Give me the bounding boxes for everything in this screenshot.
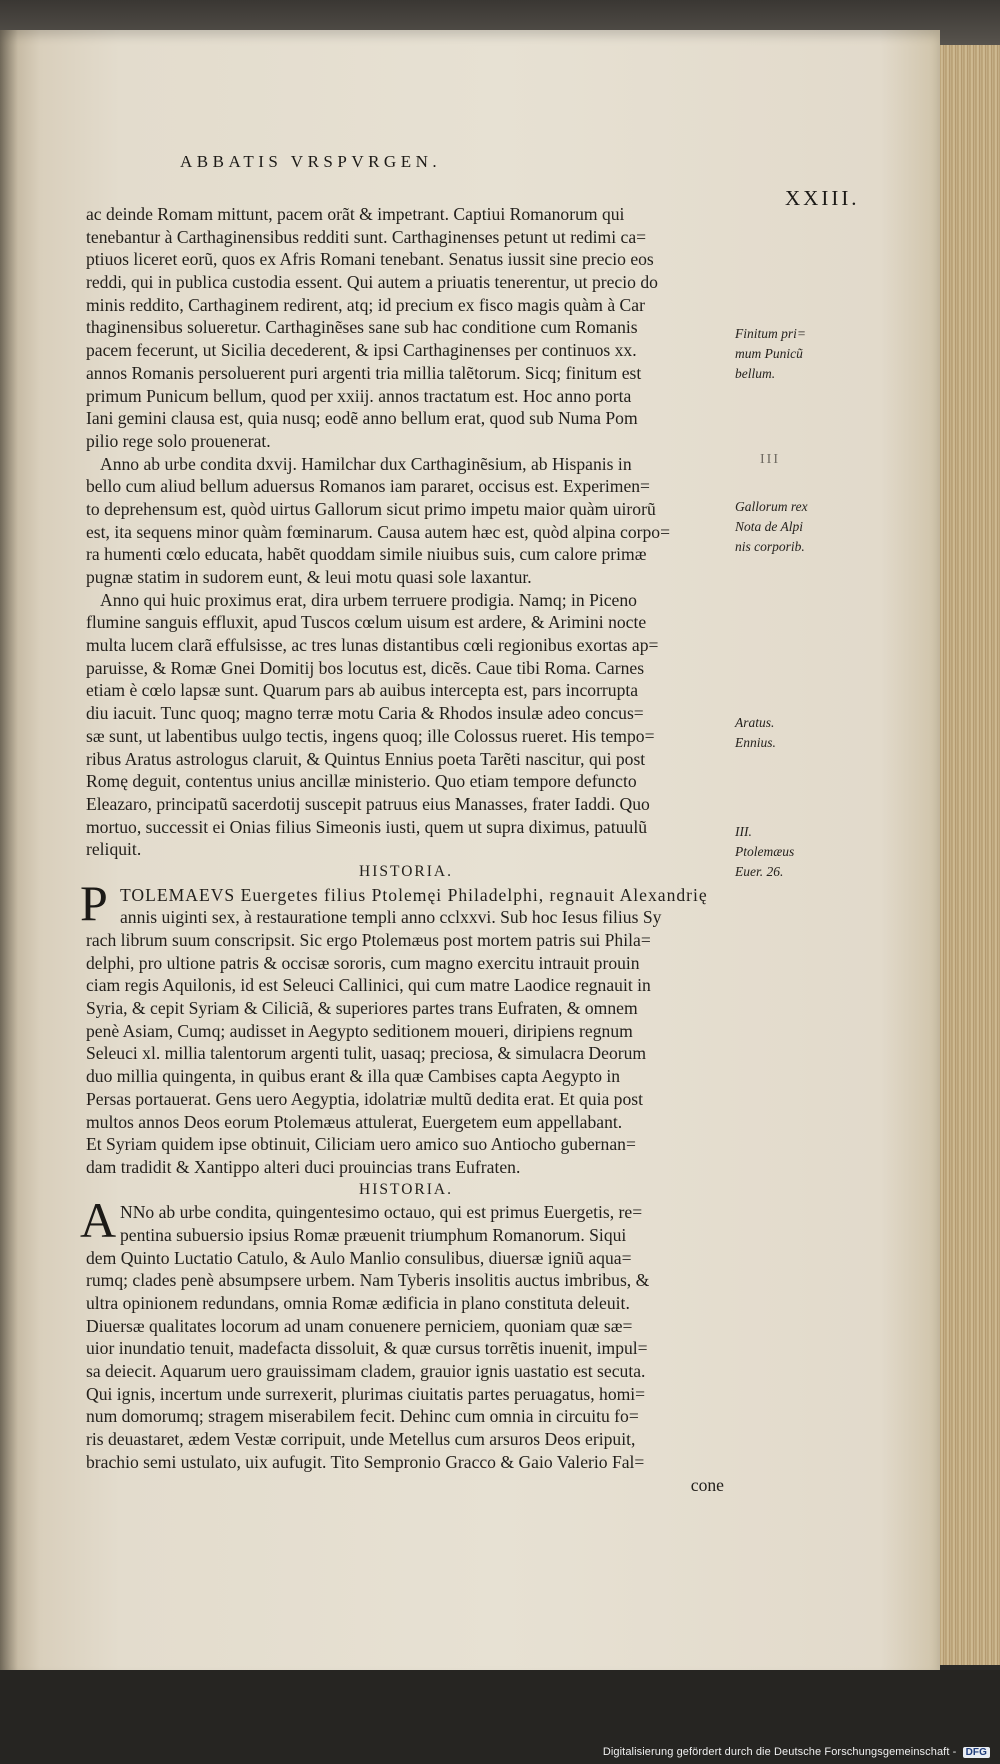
text-line: reliquit. — [86, 839, 142, 860]
text-line: Syria, & cepit Syriam & Ciliciã, & superiores partes trans Eufraten, & omnem — [86, 998, 638, 1019]
text-line: rach librum suum conscripsit. Sic ergo Ptolemæus post mortem patris sui Phila= — [86, 930, 651, 950]
text-line: pentina subuersio ipsius Romæ præuenit triumphum Romanorum. Siqui — [120, 1224, 627, 1245]
text-line: multos annos Deos eorum Ptolemæus attulerat, Euergetem eum appellabant. — [86, 1111, 623, 1132]
text-line: bello cum aliud bellum aduersus Romanos iam pararet, occisus est. Experimen= — [86, 476, 650, 497]
text-line: to deprehensum est, quòd uirtus Gallorum sicut primo impetu maior quàm uirorũ — [86, 498, 656, 519]
text-line: diu iacuit. Tunc quoq; magno terræ motu Caria & Rhodos insulæ adeo concus= — [86, 703, 644, 724]
text-line: thaginensibus solueretur. Carthaginẽses sane sub hac conditione cum Romanis — [86, 317, 638, 338]
text-line: paruisse, & Romæ Gnei Domitij bos locutus est, dicẽs. Caue tibi Roma. Carnes — [86, 657, 645, 678]
text-line: brachio semi ustulato, uix aufugit. Tito Sempronio Gracco & Gaio Valerio Fal= — [86, 1451, 645, 1472]
margin-note-line: Aratus. — [735, 715, 775, 730]
margin-note-line: III. — [735, 824, 752, 839]
text-line-content: NNo ab urbe condita, quingentesimo octauo, qui est primus Euergetis, re= — [120, 1202, 643, 1223]
text-line: ultra opinionem redundans, omnia Romæ ædificia in plano constituta deleuit. — [86, 1293, 630, 1313]
text-line: dem Quinto Luctatio Catulo, & Aulo Manlio consulibus, diuersæ igniũ aqua= — [86, 1247, 632, 1268]
text-line: Anno qui huic proximus erat, dira urbem terruere prodigia. Namq; in Piceno — [100, 589, 637, 610]
text-line: flumine sanguis effluxit, apud Tuscos cœlum uisum est ardere, & Arimini nocte — [86, 612, 647, 633]
text-line: annos Romanis persoluerent puri argenti tria millia talẽtorum. Sicq; finitum est — [86, 362, 642, 383]
text-line: est, ita sequens minor quàm fœminarum. Causa autem hæc est, quòd alpina corpo= — [86, 521, 671, 542]
text-line: Eleazaro, principatũ sacerdotij suscepit patruus eius Manasses, frater Iaddi. Quo — [86, 793, 650, 814]
text-line: pacem fecerunt, ut Sicilia decederent, & ipsi Carthaginenses per continuos xx. — [86, 340, 637, 361]
text-line: tenebantur à Carthaginensibus redditi sunt. Carthaginenses petunt ut redimi ca= — [86, 226, 647, 247]
dfg-logo: DFG — [963, 1747, 990, 1758]
margin-note-punic-war — [735, 324, 845, 384]
text-line: primum Punicum bellum, quod per xxiij. annos tractatum est. Hoc anno porta — [86, 385, 632, 406]
text-line: ribus Aratus astrologus claruit, & Quintus Ennius poeta Tarẽti nascitur, qui post — [86, 748, 646, 769]
text-line: pugnæ statim in sudorem eunt, & leui motu quasi sole laxantur. — [86, 567, 532, 587]
gutter-shadow — [0, 30, 18, 1670]
text-line: duo millia quingenta, in quibus erant & illa quæ Cambises capta Aegypto in — [86, 1066, 621, 1087]
margin-note-line: mum Punicũ — [735, 346, 803, 361]
catchword: cone — [690, 1474, 724, 1495]
text-line: ris deuastaret, ædem Vestæ corripuit, unde Metellus cum arsuros Deos eripuit, — [86, 1429, 636, 1450]
margin-note-line: nis corporib. — [735, 539, 805, 554]
text-line: reddi, qui in publica custodia essent. Qui autem a priuatis tenerentur, ut precio do — [86, 272, 658, 293]
margin-note-line: bellum. — [735, 366, 776, 381]
margin-note-line: Nota de Alpi — [735, 519, 804, 534]
text-line: annis uiginti sex, à restauratione templi anno cclxxvi. Sub hoc Iesus filius Sy — [120, 907, 662, 928]
page-edges — [930, 45, 1000, 1665]
text-line: mortuo, successit ei Onias filius Simeonis iusti, quem ut supra diximus, patuulũ — [86, 816, 648, 837]
margin-note-line: Finitum pri= — [735, 326, 806, 341]
folio-number: XXIII. — [785, 186, 860, 210]
text-line: dam tradidit & Xantippo alteri duci prouincias trans Eufraten. — [86, 1156, 521, 1177]
text-line: delphi, pro ultione patris & occisæ sororis, cum magno exercitu intrauit prouin — [86, 952, 640, 973]
text-line: pilio rege solo prouenerat. — [86, 430, 271, 451]
text-line: multa lucem clarã effulsisse, ac tres lunas distantibus cœli regionibus exortas ap= — [86, 635, 659, 656]
text-line: sæ sunt, ut labentibus uulgo tectis, ingens quoq; ille Colossus rueret. His tempo= — [86, 725, 655, 746]
margin-note-ptolemaeus — [735, 822, 845, 882]
section-heading: HISTORIA. — [359, 862, 453, 880]
text-line: Romę deguit, contentus unius ancillæ ministerio. Quo etiam tempore defuncto — [86, 771, 637, 792]
text-line: Iani gemini clausa est, quia nusq; eodẽ anno bellum erat, quod sub Numa Pom — [86, 408, 638, 429]
text-line: Anno ab urbe condita dxvij. Hamilchar dux Carthaginẽsium, ab Hispanis in — [100, 453, 632, 474]
margin-note-line: Euer. 26. — [735, 864, 784, 879]
text-line: rumq; clades penè absumpsere urbem. Nam Tyberis insolitis auctus imbribus, & — [86, 1270, 650, 1291]
margin-note-aratus — [735, 713, 845, 753]
text-line: ac deinde Romam mittunt, pacem orãt & impetrant. Captiui Romanorum qui — [86, 204, 625, 224]
text-line: minis reddito, Carthaginem redirent, atq; id precium ex fisco magis quàm à Car — [86, 294, 645, 315]
text-line: penè Asiam, Cumq; audisset in Aegypto seditionem moueri, diripiens regnum — [86, 1020, 633, 1041]
text-line: ra humenti cœlo educata, habẽt quoddam simile niuibus suis, cum calore primæ — [86, 544, 647, 565]
text-line: etiam è cœlo lapsæ sunt. Quarum pars ab auibus intercepta est, pars incorrupta — [86, 680, 639, 701]
text-line: Diuersæ qualitates locorum ad unam conuenere perniciem, quoniam quæ sæ= — [86, 1315, 633, 1336]
credit-text: Digitalisierung gefördert durch die Deutsche Forschungsgemeinschaft — [602, 1746, 950, 1758]
margin-note-gauls — [735, 497, 845, 557]
text-line: uior inundatio tenuit, madefacta dissoluit, & quæ cursus torrẽtis inuenit, impul= — [86, 1338, 648, 1359]
margin-note-line: Ptolemæus — [735, 844, 795, 859]
text-line: Et Syriam quidem ipse obtinuit, Ciliciam uero amico suo Antiocho gubernan= — [86, 1134, 636, 1155]
text-line-content: TOLEMAEVS Euergetes filius Ptolemęi Philadelphi, regnauit Alexandrię — [120, 884, 708, 905]
section-heading: HISTORIA. — [359, 1180, 453, 1198]
text-line: ptiuos liceret eorũ, quos ex Afris Romani tenebant. Senatus iussit sine precio eos — [86, 249, 654, 270]
text-line: Persas portauerat. Gens uero Aegyptia, idolatriæ multũ dedita erat. Et quia post — [86, 1088, 643, 1109]
faint-numeral: III — [760, 452, 780, 467]
text-line: ciam regis Aquilonis, id est Seleuci Callinici, qui cum matre Laodice regnauit in — [86, 975, 651, 996]
text-line: num domorumq; stragem miserabilem fecit. Dehinc cum omnia in circuitu fo= — [86, 1406, 639, 1427]
text-line: sa deiecit. Aquarum uero grauissimam cladem, grauior ignis uastatio est secuta. — [86, 1361, 646, 1382]
main-text — [80, 203, 726, 1496]
digitization-credit: Digitalisierung gefördert durch die Deutsche Forschungsgemeinschaft - DFG — [603, 1746, 990, 1758]
margin-note-line: Gallorum rex — [735, 499, 808, 514]
drop-capital: P — [80, 874, 108, 931]
running-head: ABBATIS VRSPVRGEN. — [180, 152, 442, 171]
margin-note-line: Ennius. — [735, 735, 776, 750]
text-line: Qui ignis, incertum unde surrexerit, plurimas ciuitatis partes peruagatus, homi= — [86, 1383, 646, 1404]
text-line: Seleuci xl. millia talentorum argenti tulit, uasaq; preciosa, & simulacra Deorum — [86, 1043, 647, 1064]
drop-capital: A — [80, 1192, 117, 1249]
